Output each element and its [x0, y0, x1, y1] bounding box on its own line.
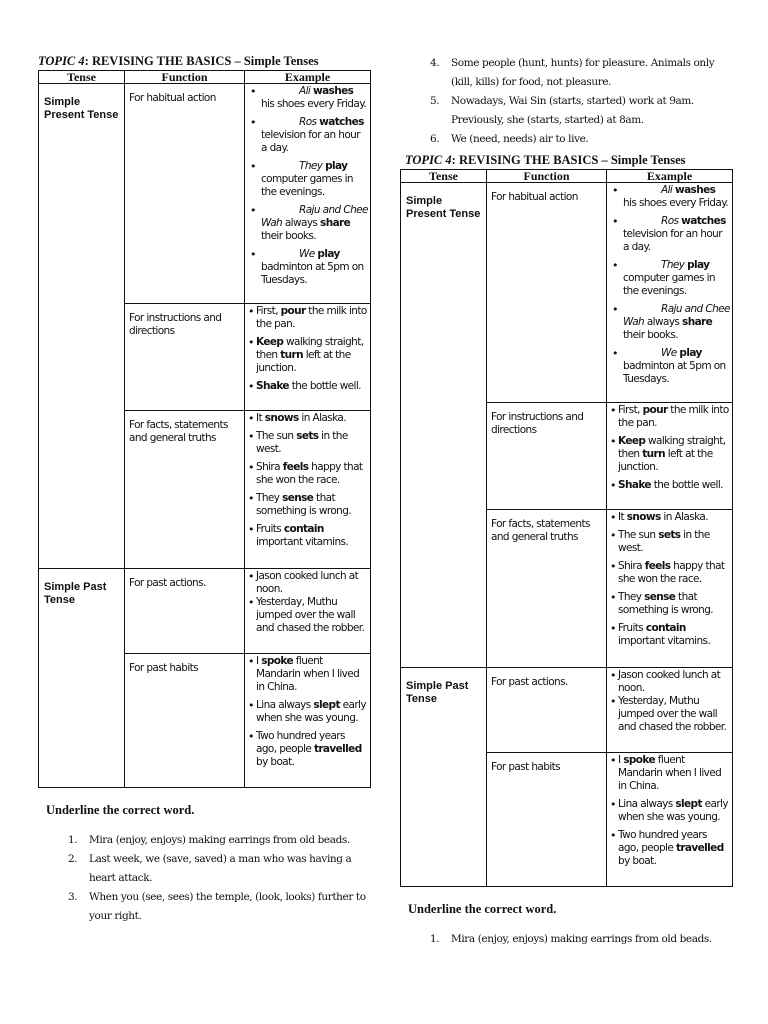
header-tense: Tense: [401, 170, 487, 183]
exercise-instruction-repeat: Underline the correct word.: [408, 902, 557, 916]
tense-simple-past: Simple Past Tense: [39, 569, 125, 788]
function-past-habits: For past habits: [125, 654, 245, 788]
table-header-row: [39, 71, 371, 84]
exercise-instruction: Underline the correct word.: [46, 803, 195, 817]
list-item: • Yesterday, Muthu jumped over the wall and chased the robber.: [609, 695, 730, 734]
examples-past-habits: [245, 654, 371, 788]
list-item: • Ros watches television for an hour a day.: [247, 116, 368, 155]
list-item: • Raju and Chee Wah always share their books.: [609, 303, 730, 342]
list-item: • Lina always slept early when she was young.: [247, 699, 368, 725]
exercise-list: [38, 831, 370, 926]
list-item: • Fruits contain important vitamins.: [247, 523, 368, 549]
list-item: • We play badminton at 5pm on Tuesdays.: [247, 248, 368, 287]
examples-past-actions: [607, 668, 733, 753]
header-example: Example: [245, 71, 371, 84]
list-item: • They play computer games in the evenings.: [247, 160, 368, 199]
list-item: • Shira feels happy that she won the race.: [247, 461, 368, 487]
tense-table: [38, 70, 371, 788]
list-item: • The sun sets in the west.: [247, 430, 368, 456]
list-item: 6. We (need, needs) air to live.: [430, 133, 589, 145]
examples-facts: [607, 510, 733, 668]
list-item: • Shira feels happy that she won the race.: [609, 560, 730, 586]
list-item: 1. Mira (enjoy, enjoys) making earrings from old beads.: [430, 933, 712, 945]
examples-instructions: [245, 304, 371, 411]
list-item: • First, pour the milk into the pan.: [609, 404, 730, 430]
function-past-actions: For past actions.: [487, 668, 607, 753]
list-item: • Yesterday, Muthu jumped over the wall and chased the robber.: [247, 596, 368, 635]
table-row: [39, 84, 371, 304]
list-item: • Shake the bottle well.: [247, 380, 368, 393]
list-item: • Raju and Chee Wah always share their books.: [247, 204, 368, 243]
function-past-habits: For past habits: [487, 753, 607, 887]
examples-past-actions: [245, 569, 371, 654]
list-item: • Ali washes his shoes every Friday.: [609, 184, 730, 210]
function-facts: For facts, statements and general truths: [487, 510, 607, 668]
list-item: • It snows in Alaska.: [609, 511, 730, 524]
function-instructions: For instructions and directions: [487, 403, 607, 510]
function-past-actions: For past actions.: [125, 569, 245, 654]
list-item: 1. Mira (enjoy, enjoys) making earrings from old beads.: [68, 834, 350, 846]
list-item: • Keep walking straight, then turn left at the junction.: [247, 336, 368, 375]
list-item: • It snows in Alaska.: [247, 412, 368, 425]
function-habitual: For habitual action: [487, 183, 607, 403]
table-row: [401, 668, 733, 753]
function-habitual: For habitual action: [125, 84, 245, 304]
exercise-list-continued: [400, 54, 732, 149]
list-item: • Two hundred years ago, people travelled by boat.: [609, 829, 730, 868]
list-item: • I spoke fluent Mandarin when I lived in China.: [609, 754, 730, 793]
function-instructions: For instructions and directions: [125, 304, 245, 411]
list-item: • We play badminton at 5pm on Tuesdays.: [609, 347, 730, 386]
function-facts: For facts, statements and general truths: [125, 411, 245, 569]
list-item: • The sun sets in the west.: [609, 529, 730, 555]
list-item: • Ros watches television for an hour a day.: [609, 215, 730, 254]
header-example: Example: [607, 170, 733, 183]
list-item: • They sense that something is wrong.: [609, 591, 730, 617]
examples-habitual: [245, 84, 371, 304]
list-item: • Ali washes his shoes every Friday.: [247, 85, 368, 111]
header-function: Function: [125, 71, 245, 84]
list-item: 4. Some people (hunt, hunts) for pleasure. Animals only (kill, kills) for food, not pleasure.: [430, 57, 715, 88]
table-header-row: [401, 170, 733, 183]
table-row: [401, 183, 733, 403]
header-function: Function: [487, 170, 607, 183]
list-item: • I spoke fluent Mandarin when I lived in China.: [247, 655, 368, 694]
list-item: • Shake the bottle well.: [609, 479, 730, 492]
list-item: • Keep walking straight, then turn left at the junction.: [609, 435, 730, 474]
examples-habitual: [607, 183, 733, 403]
list-item: • Lina always slept early when she was young.: [609, 798, 730, 824]
right-column: [400, 54, 732, 949]
topic-title: TOPIC 4: REVISING THE BASICS – Simple Tenses: [38, 54, 319, 68]
list-item: • First, pour the milk into the pan.: [247, 305, 368, 331]
list-item: • Two hundred years ago, people travelled by boat.: [247, 730, 368, 769]
topic-title-repeat: TOPIC 4: REVISING THE BASICS – Simple Tenses: [405, 153, 686, 167]
tense-table-repeat: [400, 169, 733, 887]
list-item: • Jason cooked lunch at noon.: [247, 570, 368, 596]
list-item: 2. Last week, we (save, saved) a man who was having a heart attack.: [68, 853, 352, 884]
list-item: • Fruits contain important vitamins.: [609, 622, 730, 648]
examples-past-habits: [607, 753, 733, 887]
tense-simple-present: Simple Present Tense: [401, 183, 487, 668]
header-tense: Tense: [39, 71, 125, 84]
table-row: [39, 569, 371, 654]
list-item: • They play computer games in the evenings.: [609, 259, 730, 298]
tense-simple-past: Simple Past Tense: [401, 668, 487, 887]
examples-instructions: [607, 403, 733, 510]
examples-facts: [245, 411, 371, 569]
tense-simple-present: Simple Present Tense: [39, 84, 125, 569]
left-column: [38, 54, 370, 926]
list-item: • They sense that something is wrong.: [247, 492, 368, 518]
list-item: 3. When you (see, sees) the temple, (look, looks) further to your right.: [68, 891, 366, 922]
list-item: 5. Nowadays, Wai Sin (starts, started) work at 9am. Previously, she (starts, started) at 8am.: [430, 95, 694, 126]
exercise-list-repeat: [400, 930, 732, 949]
list-item: • Jason cooked lunch at noon.: [609, 669, 730, 695]
